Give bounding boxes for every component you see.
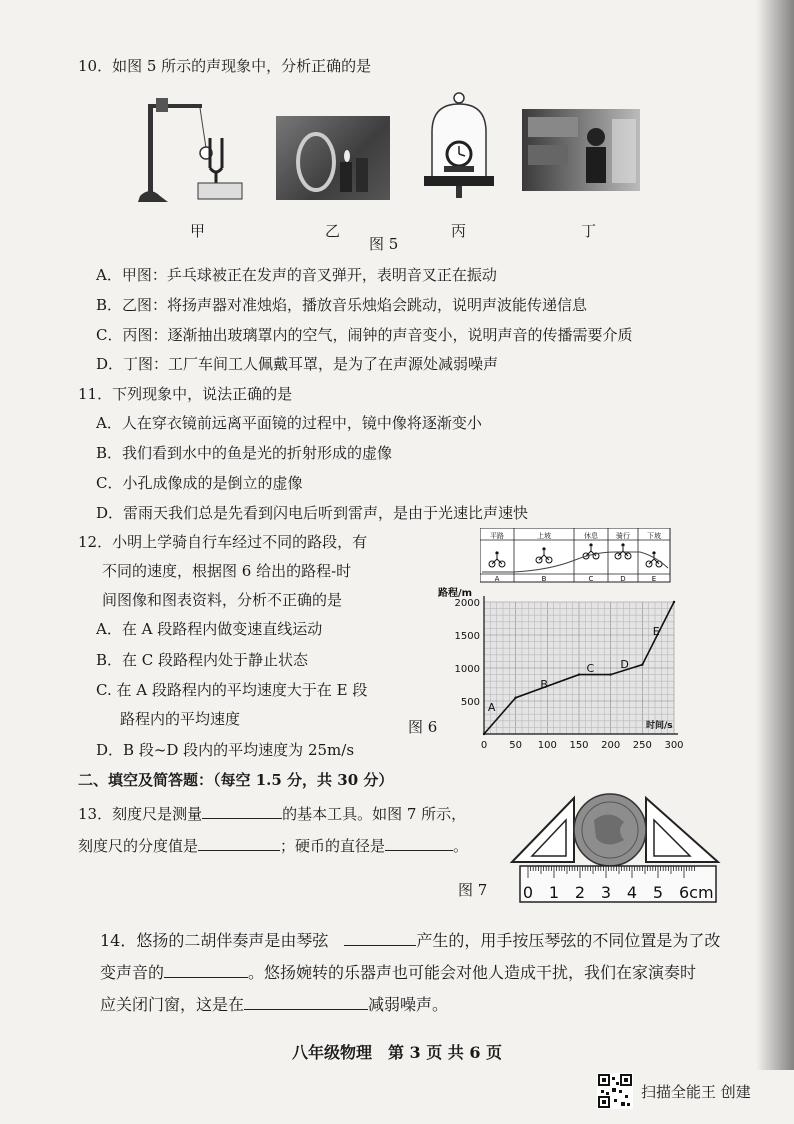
q14-line-2 <box>100 961 696 984</box>
q14-line-1 <box>100 929 720 952</box>
road-label-3: 骑行 <box>616 532 630 540</box>
fig5-speaker-candle-photo <box>276 116 390 200</box>
data-point <box>641 664 643 666</box>
road-letter-C: C <box>588 575 594 583</box>
fig6-road-strip <box>480 528 672 584</box>
q13-text-1a: 13．刻度尺是测量 <box>78 805 203 823</box>
q11-option-c: C．小孔成像成的是倒立的虚像 <box>96 474 303 492</box>
q13-blank-1[interactable] <box>202 802 282 819</box>
q11-option-d: D．雷雨天我们总是先看到闪电后听到雷声，是由于光速比声速快 <box>96 504 529 522</box>
q12-stem-line-3: 间图像和图表资料，分析不正确的是 <box>102 591 343 609</box>
q14-text-2a: 变声音的 <box>100 963 165 982</box>
qr-code-icon <box>597 1073 633 1109</box>
ruler-label: 6cm <box>679 883 714 902</box>
fig5-label-ding: 丁 <box>581 222 597 240</box>
road-label-2: 休息 <box>584 532 598 540</box>
road-label-4: 下坡 <box>647 532 661 540</box>
scanner-watermark <box>597 1073 751 1109</box>
q12-option-b: B．在 C 段路程内处于静止状态 <box>96 651 309 669</box>
road-label-1: 上坡 <box>537 532 551 540</box>
q10-option-b: B．乙图：将扬声器对准烛焰，播放音乐烛焰会跳动，说明声波能传递信息 <box>96 296 588 314</box>
q12-option-a: A．在 A 段路程内做变速直线运动 <box>96 620 323 638</box>
q11-stem: 11．下列现象中，说法正确的是 <box>78 385 293 403</box>
x-tick-label: 50 <box>509 740 523 751</box>
segment-label-C: C <box>586 661 595 675</box>
q14-text-1a: 14．悠扬的二胡伴奏声是由琴弦 <box>100 931 329 950</box>
road-letter-D: D <box>620 575 626 583</box>
x-tick-label: 150 <box>569 740 589 751</box>
ruler-label: 4 <box>626 883 638 902</box>
fig5-label-jia: 甲 <box>190 222 206 240</box>
q13-text-2c: 。 <box>453 837 469 855</box>
y-tick-label: 1500 <box>454 631 480 642</box>
data-point <box>609 673 611 675</box>
y-tick-label: 500 <box>460 697 480 708</box>
ruler-label: 0 <box>522 883 534 902</box>
fig5-caption: 图 5 <box>369 235 399 253</box>
data-point <box>578 673 580 675</box>
segment-label-D: D <box>620 658 629 671</box>
q13-blank-3[interactable] <box>385 834 453 851</box>
fig5-label-yi: 乙 <box>325 222 341 240</box>
q14-blank-1[interactable] <box>344 929 416 946</box>
q10-option-c: C．丙图：逐渐抽出玻璃罩内的空气，闹钟的声音变小，说明声音的传播需要介质 <box>96 326 633 344</box>
q14-blank-2[interactable] <box>164 961 248 978</box>
road-letter-B: B <box>541 575 547 583</box>
q14-text-3a: 应关闭门窗，这是在 <box>100 995 245 1014</box>
q13-line-2 <box>78 834 468 856</box>
section2-title: 二、填空及简答题：（每空 1.5 分，共 30 分） <box>78 771 394 789</box>
fig5-factory-worker-photo <box>522 109 640 191</box>
q12-stem-line-2: 不同的速度，根据图 6 给出的路程-时 <box>102 562 352 580</box>
watermark-text: 扫描全能王 创建 <box>641 1082 751 1101</box>
q13-text-1b: 的基本工具。如图 7 所示， <box>282 805 467 823</box>
fig6-caption: 图 6 <box>408 718 438 736</box>
x-tick-label: 100 <box>537 740 557 751</box>
q12-option-c: C. 在 A 段路程内的平均速度大于在 E 段 <box>96 681 368 699</box>
q11-option-b: B．我们看到水中的鱼是光的折射形成的虚像 <box>96 444 393 462</box>
y-tick-label: 2000 <box>454 598 480 609</box>
q10-stem: 10．如图 5 所示的声现象中，分析正确的是 <box>78 57 372 75</box>
fig5-bell-jar-clock-image <box>424 92 494 204</box>
ruler-label: 2 <box>574 883 586 902</box>
road-letter-A: A <box>494 575 500 583</box>
data-point <box>673 601 675 603</box>
data-point <box>483 733 485 735</box>
segment-label-B: B <box>540 677 548 691</box>
q12-option-d: D．B 段~D 段内的平均速度为 25m/s <box>96 741 355 759</box>
q14-text-2b: 。悠扬婉转的乐器声也可能会对他人造成干扰，我们在家演奏时 <box>248 963 697 982</box>
x-tick-label: 250 <box>632 740 652 751</box>
q13-text-2a: 刻度尺的分度值是 <box>78 837 199 855</box>
q13-line-1 <box>78 802 466 824</box>
x-tick-label: 0 <box>480 740 488 751</box>
q12-stem-line-1: 12．小明上学骑自行车经过不同的路段，有 <box>78 533 368 551</box>
ruler-label: 3 <box>600 883 612 902</box>
q11-option-a: A．人在穿衣镜前远离平面镜的过程中，镜中像将逐渐变小 <box>96 414 482 432</box>
x-tick-label: 300 <box>664 740 684 751</box>
q10-option-a: A．甲图：乒乓球被正在发声的音叉弹开，表明音叉正在振动 <box>96 266 497 284</box>
data-point <box>514 697 516 699</box>
y-axis-label: 路程/m <box>438 588 473 599</box>
y-tick-label: 1000 <box>454 664 480 675</box>
q14-text-1b: 产生的，用手按压琴弦的不同位置是为了改 <box>416 931 721 950</box>
q13-text-2b: ；硬币的直径是 <box>280 837 386 855</box>
x-axis-label: 时间/s <box>646 721 673 731</box>
fig7-caption: 图 7 <box>458 881 488 899</box>
ruler-label: 5 <box>652 883 664 902</box>
fig5-tuning-fork-image <box>138 98 246 208</box>
fig5-label-bing: 丙 <box>451 222 467 240</box>
q14-line-3 <box>100 993 448 1016</box>
ruler-label: 1 <box>548 883 560 902</box>
x-tick-label: 200 <box>601 740 621 751</box>
q14-blank-3[interactable] <box>244 993 368 1010</box>
road-letter-E: E <box>651 575 657 583</box>
segment-label-A: A <box>487 700 496 714</box>
fig6-distance-time-chart <box>438 580 694 754</box>
q12-option-c-cont: 路程内的平均速度 <box>120 710 241 728</box>
page-footer: 八年级物理 第 3 页 共 6 页 <box>291 1043 503 1062</box>
segment-label-E: E <box>652 625 660 638</box>
fig7-ruler-coin-figure <box>506 790 724 906</box>
q14-text-3b: 减弱噪声。 <box>368 995 449 1014</box>
q13-blank-2[interactable] <box>198 834 280 851</box>
q10-option-d: D．丁图：工厂车间工人佩戴耳罩，是为了在声源处减弱噪声 <box>96 355 499 373</box>
road-label-0: 平路 <box>490 532 504 540</box>
